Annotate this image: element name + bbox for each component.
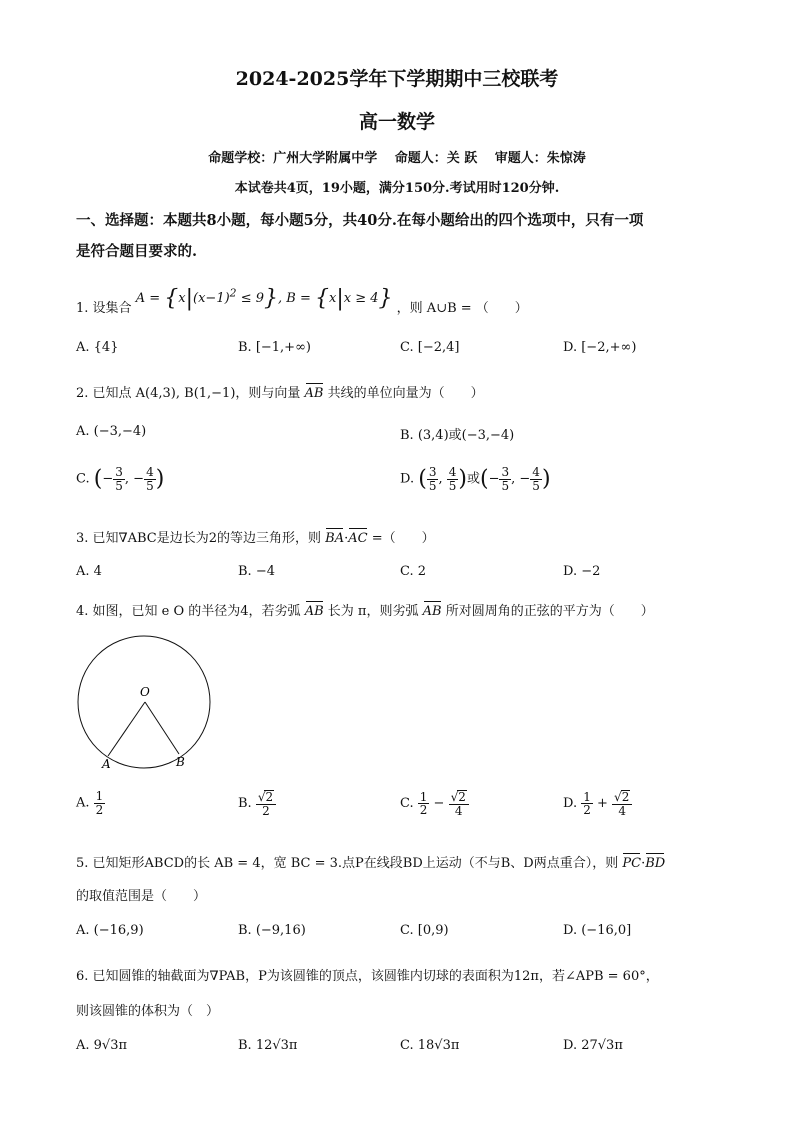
q1-set-expression: $A = \{x|(x-1)^2 \le 9\}$, B = {x|x ≥ 4} <box>135 286 393 311</box>
q1-prefix: 1. 设集合 <box>76 301 132 316</box>
q4-suffix: 所对圆周角的正弦的平方为（ ） <box>445 604 654 619</box>
q5-option-b: B. (−9,16) <box>238 923 306 938</box>
label-b: B <box>176 755 185 769</box>
q4-text: 4. 如图，已知 e O 的半径为4，若劣弧 <box>76 604 301 619</box>
q1-option-b: B. [−1,+∞) <box>238 340 311 355</box>
q2-option-d: D. ( $\frac{3}{5}$ , $\frac{4}{5}$ )或(− $\frac{3}{5}$ , − $\frac{4}{5}$ ) <box>400 465 551 493</box>
q5-option-c: C. [0,9) <box>400 923 449 938</box>
radius-oa <box>108 702 145 756</box>
q5-option-a: A. (−16,9) <box>76 923 144 938</box>
q3-option-a: A. 4 <box>76 564 102 579</box>
question-4 <box>76 600 654 619</box>
q4-arc-ab-2: AB <box>422 604 442 619</box>
q3-vector-ba: BA <box>325 531 345 546</box>
label-a: A <box>102 757 111 771</box>
q5-vector-bd: BD <box>645 856 666 871</box>
question-5-line2: 的取值范围是（ ） <box>76 889 207 904</box>
exam-info: 本试卷共4页，19小题，满分150分.考试用时120分钟. <box>234 181 560 196</box>
q4-option-d: D. $\frac{1}{2}$ + $\frac{√2}{4}$ <box>563 790 632 817</box>
radius-ob <box>145 702 179 754</box>
q2-option-b: B. (3,4)或(−3,−4) <box>400 428 515 443</box>
section-heading-line2: 是符合题目要求的. <box>76 243 198 260</box>
q4-mid: 长为 π，则劣弧 <box>327 604 419 619</box>
q6-option-a: A. 9√3π <box>76 1038 128 1053</box>
q2-prefix: 2. 已知点 A(4,3), B(1,−1)，则与向量 <box>76 386 301 401</box>
question-1 <box>76 286 528 316</box>
q5-option-d: D. (−16,0] <box>563 923 632 938</box>
exam-subject: 高一数学 <box>358 111 435 133</box>
exam-authors: 命题学校：广州大学附属中学 命题人：关 跃 审题人：朱惊涛 <box>208 151 586 166</box>
q3-vector-ac: AC <box>348 531 368 546</box>
q2-vector-ab: AB <box>304 386 324 401</box>
section-heading-line1: 一、选择题：本题共8小题，每小题5分，共40分.在每小题给出的四个选项中，只有一项 <box>76 212 644 229</box>
question-2 <box>76 382 484 401</box>
q3-option-d: D. −2 <box>563 564 601 579</box>
q6-option-b: B. 12√3π <box>238 1038 298 1053</box>
q5-vector-pc: PC <box>622 856 642 871</box>
exam-title: 2024-2025学年下学期期中三校联考 <box>235 68 559 90</box>
q4-arc-ab: AB <box>304 604 324 619</box>
q1-option-a: A. {4} <box>76 340 119 355</box>
question-6-line2: 则该圆锥的体积为（ ） <box>76 1004 220 1019</box>
q1-suffix: ，则 A∪B = （ ） <box>396 301 528 316</box>
q3-prefix: 3. 已知∇ABC是边长为2的等边三角形，则 <box>76 531 322 546</box>
q1-option-d: D. [−2,+∞) <box>563 340 637 355</box>
q6-option-d: D. 27√3π <box>563 1038 623 1053</box>
q4-option-c: C. $\frac{1}{2}$ − $\frac{√2}{4}$ <box>400 790 469 817</box>
q2-suffix: 共线的单位向量为（ ） <box>327 386 484 401</box>
question-6-line1: 6. 已知圆锥的轴截面为∇PAB，P为该圆锥的顶点，该圆锥内切球的表面积为12π，若∠APB = 60°， <box>76 969 659 984</box>
q4-option-b: B. $\frac{√2}{2}$ <box>238 790 276 817</box>
circle-figure <box>72 630 217 775</box>
q4-option-a: A. $\frac{1}{2}$ <box>76 789 104 817</box>
question-3: 3. 已知∇ABC是边长为2的等边三角形，则 BA·AC =（ ） <box>76 531 435 546</box>
label-o: O <box>140 685 150 699</box>
q3-option-c: C. 2 <box>400 564 427 579</box>
q2-option-c: C. (− $\frac{3}{5}$ , − $\frac{4}{5}$ ) <box>76 465 165 493</box>
circle-o <box>78 636 210 768</box>
q3-option-b: B. −4 <box>238 564 275 579</box>
q2-option-a: A. (−3,−4) <box>76 424 147 439</box>
q6-option-c: C. 18√3π <box>400 1038 460 1053</box>
question-5-line1: 5. 已知矩形ABCD的长 AB = 4，宽 BC = 3.点P在线段BD上运动（不与B、D两点重合），则 PC·BD <box>76 856 666 871</box>
q1-option-c: C. [−2,4] <box>400 340 460 355</box>
q3-suffix: =（ ） <box>371 531 435 546</box>
